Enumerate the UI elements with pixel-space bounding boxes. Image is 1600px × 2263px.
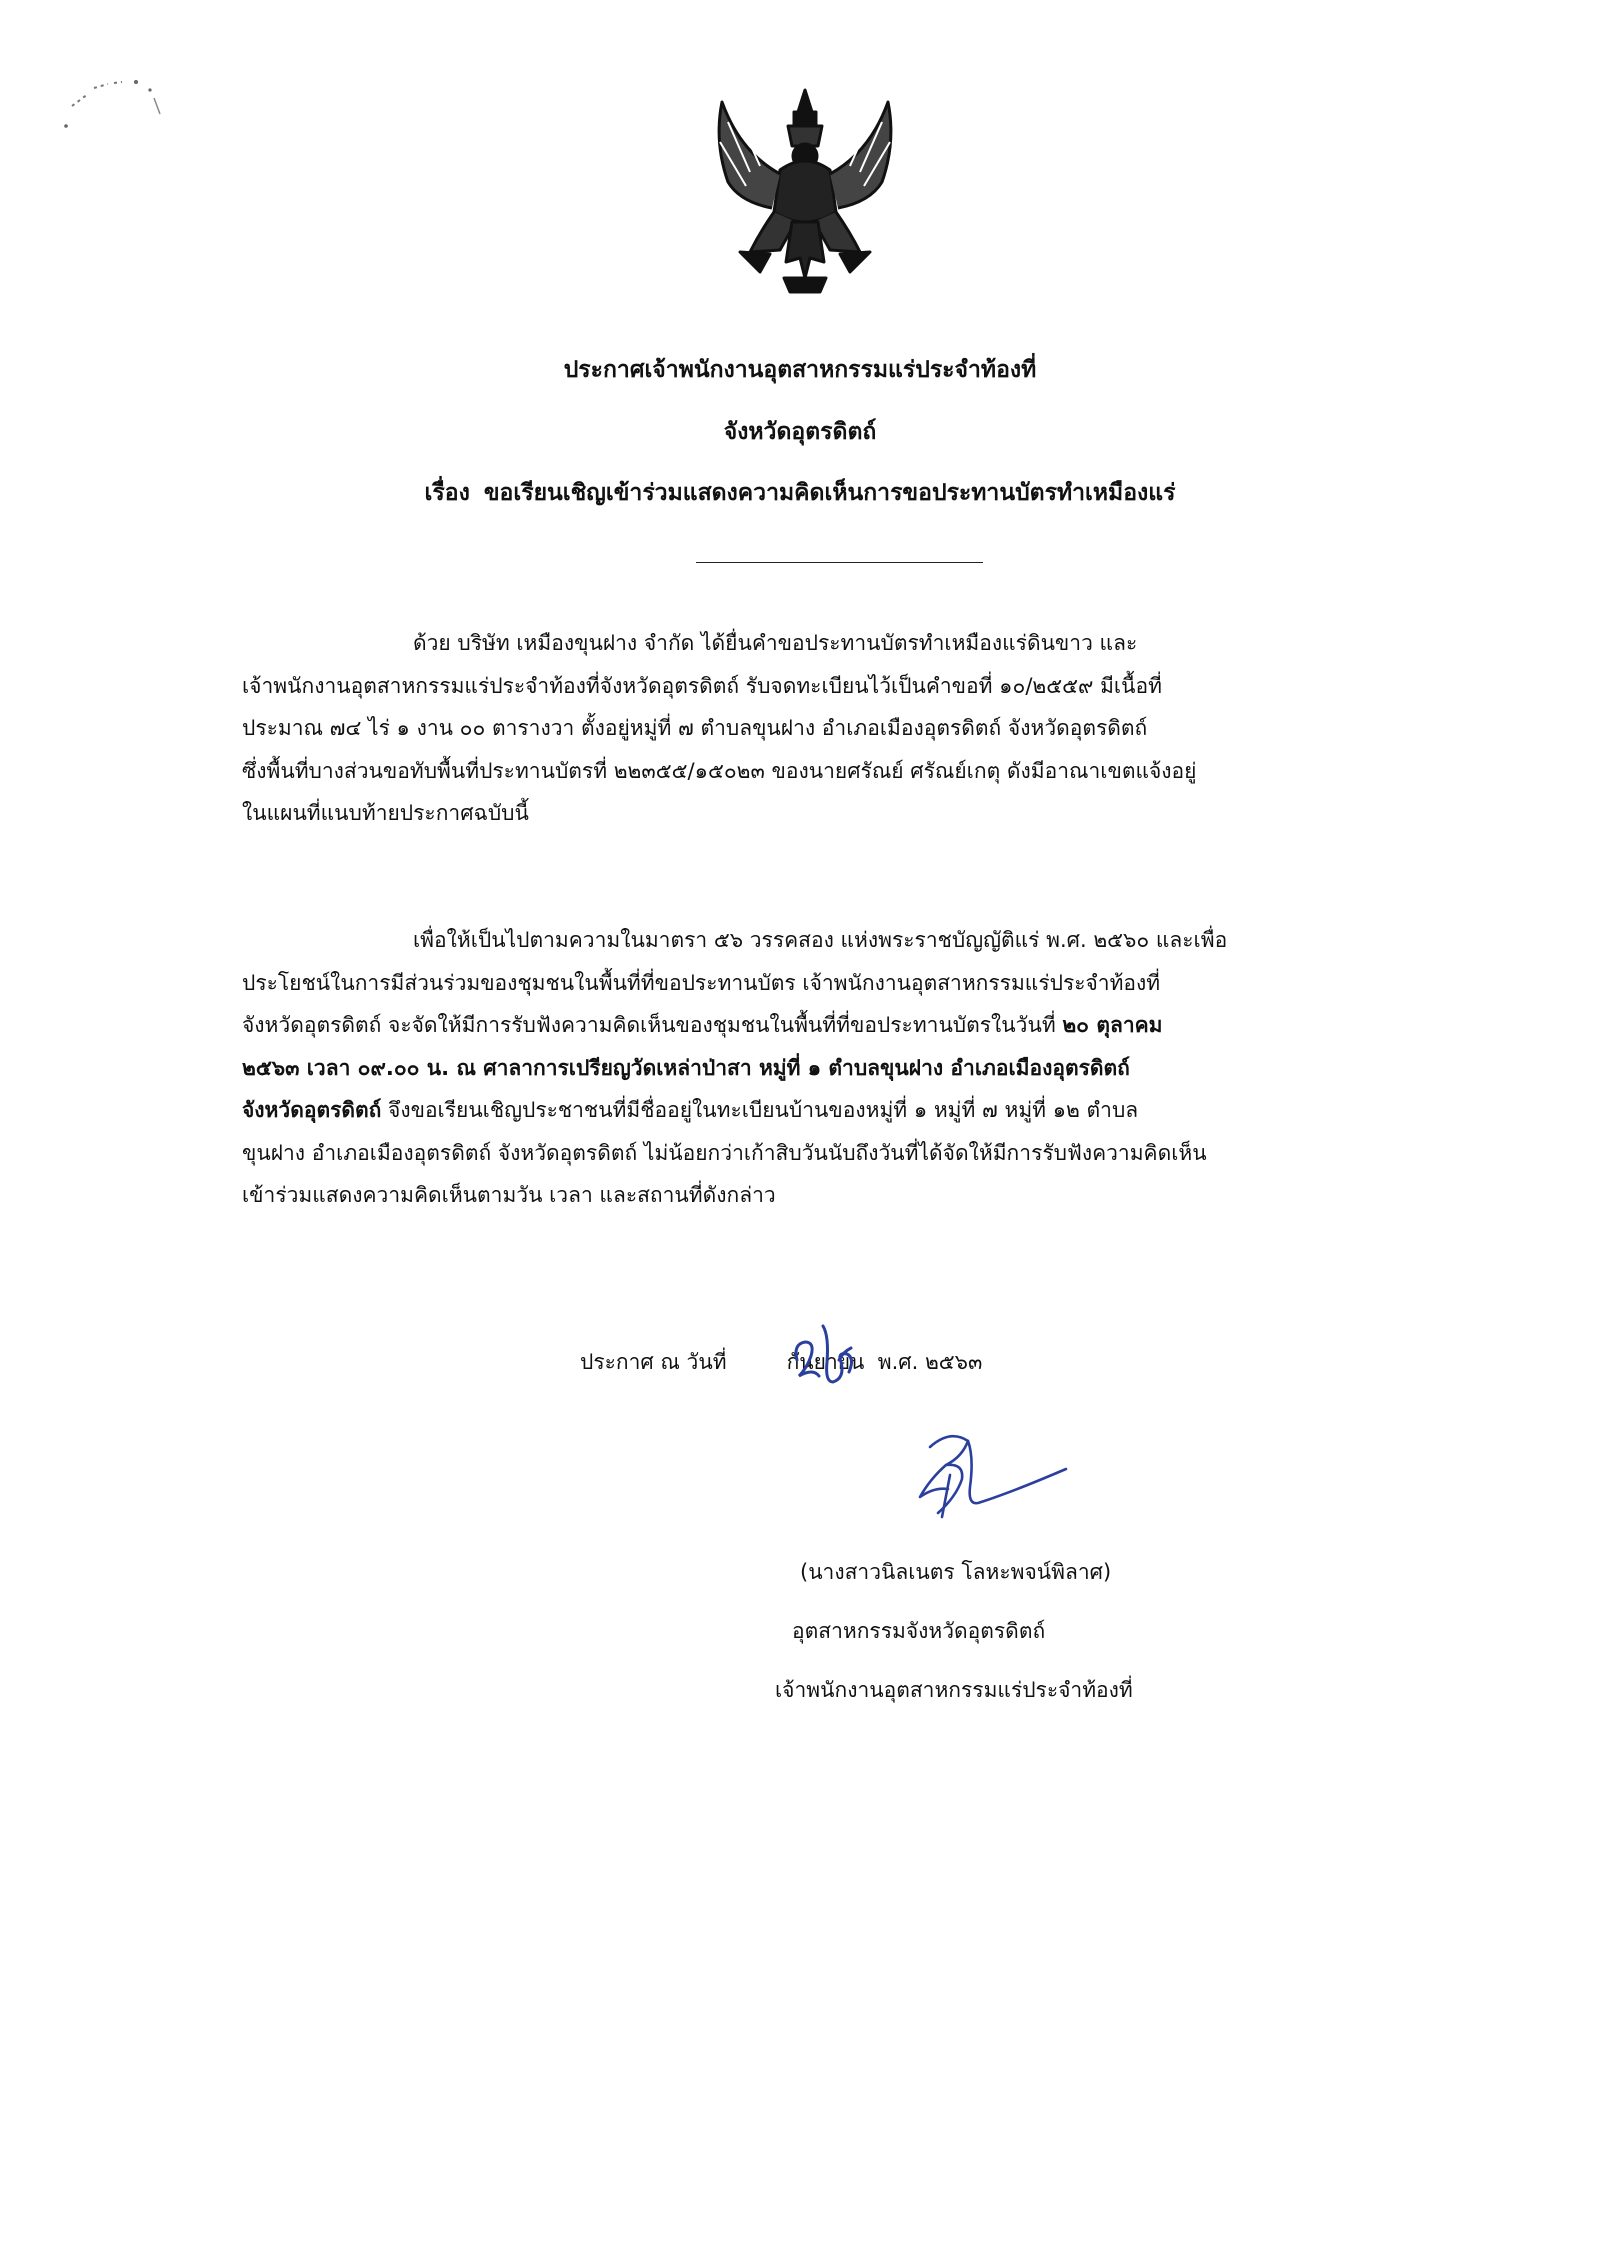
para2-line	[242, 1089, 1422, 1132]
garuda-emblem-icon	[700, 82, 910, 297]
date-year: พ.ศ. ๒๕๖๓	[877, 1350, 983, 1374]
hearing-date-bold: ๒๐ ตุลาคม	[1062, 1013, 1163, 1037]
para2-line: เพื่อให้เป็นไปตามความในมาตรา ๕๖ วรรคสอง แห่งพระราชบัญญัติแร่ พ.ศ. ๒๕๖๐ และเพื่อ	[413, 928, 1228, 952]
para2-line: ประโยชน์ในการมีส่วนร่วมของชุมชนในพื้นที่ที่ขอประทานบัตร เจ้าพนักงานอุตสาหกรรมแร่ประจำท้องที่	[242, 970, 1161, 995]
hearing-time-place-bold: ๒๕๖๓ เวลา ๐๙.๐๐ น. ณ ศาลาการเปรียญวัดเหล่าป่าสา หมู่ที่ ๑ ตำบลขุนฝาง อำเภอเมืองอุตรดิตถ์	[242, 1055, 1130, 1080]
scan-speck-marks	[62, 66, 172, 136]
subject-label: เรื่อง	[424, 480, 470, 506]
subject-line	[0, 475, 1600, 511]
para1-line: เจ้าพนักงานอุตสาหกรรมแร่ประจำท้องที่จังหวัดอุตรดิตถ์ รับจดทะเบียนไว้เป็นคำขอที่ ๑๐/๒๕๕๙ มีเนื้อที่	[242, 673, 1162, 698]
subject-text: ขอเรียนเชิญเข้าร่วมแสดงความคิดเห็นการขอประทานบัตรทำเหมืองแร่	[483, 480, 1176, 506]
signature-icon	[890, 1417, 1080, 1527]
para2-line: เข้าร่วมแสดงความคิดเห็นตามวัน เวลา และสถานที่ดังกล่าว	[242, 1183, 776, 1207]
signer-position-1: อุตสาหกรรมจังหวัดอุตรดิตถ์	[792, 1619, 1046, 1643]
paragraph-2	[242, 919, 1422, 1217]
paragraph-1	[242, 622, 1422, 835]
para1-line: ในแผนที่แนบท้ายประกาศฉบับนี้	[242, 801, 529, 825]
para1-line: ด้วย บริษัท เหมืองขุนฝาง จำกัด ได้ยื่นคำขอประทานบัตรทำเหมืองแร่ดินขาว และ	[413, 631, 1138, 655]
date-prefix: ประกาศ ณ วันที่	[580, 1350, 727, 1374]
para2-text: จังหวัดอุตรดิตถ์ จะจัดให้มีการรับฟังความคิดเห็นของชุมชนในพื้นที่ที่ขอประทานบัตรในวันที่	[242, 1013, 1063, 1037]
hearing-province-bold: จังหวัดอุตรดิตถ์	[242, 1098, 382, 1122]
announcement-date	[580, 1346, 982, 1379]
title-divider	[696, 562, 983, 563]
date-month: กันยายน	[786, 1350, 865, 1374]
para2-line: ขุนฝาง อำเภอเมืองอุตรดิตถ์ จังหวัดอุตรดิตถ์ ไม่น้อยกว่าเก้าสิบวันนับถึงวันที่ได้จัดให้มีการรับฟังความคิดเห็น	[242, 1140, 1207, 1165]
para1-line: ประมาณ ๗๔ ไร่ ๑ งาน ๐๐ ตารางวา ตั้งอยู่หมู่ที่ ๗ ตำบลขุนฝาง อำเภอเมืองอุตรดิตถ์ จังหวัดอุตรดิตถ์	[242, 716, 1148, 740]
para2-text: จึงขอเรียนเชิญประชาชนที่มีชื่ออยู่ในทะเบียนบ้านของหมู่ที่ ๑ หมู่ที่ ๗ หมู่ที่ ๑๒ ตำบล	[381, 1098, 1139, 1122]
signer-name: (นางสาวนิลเนตร โลหะพจน์พิลาศ)	[800, 1560, 1112, 1584]
para2-line	[242, 1004, 1422, 1047]
province-title: จังหวัดอุตรดิตถ์	[723, 419, 877, 445]
announcement-title: ประกาศเจ้าพนักงานอุตสาหกรรมแร่ประจำท้องที่	[563, 357, 1037, 383]
handwritten-day-icon	[789, 1322, 859, 1394]
signer-position-2: เจ้าพนักงานอุตสาหกรรมแร่ประจำท้องที่	[775, 1678, 1133, 1702]
para1-line: ซึ่งพื้นที่บางส่วนขอทับพื้นที่ประทานบัตรที่ ๒๒๓๕๕/๑๕๐๒๓ ของนายศรัณย์ ศรัณย์เกตุ ดังมีอาณาเขตแจ้งอยู่	[242, 758, 1197, 783]
